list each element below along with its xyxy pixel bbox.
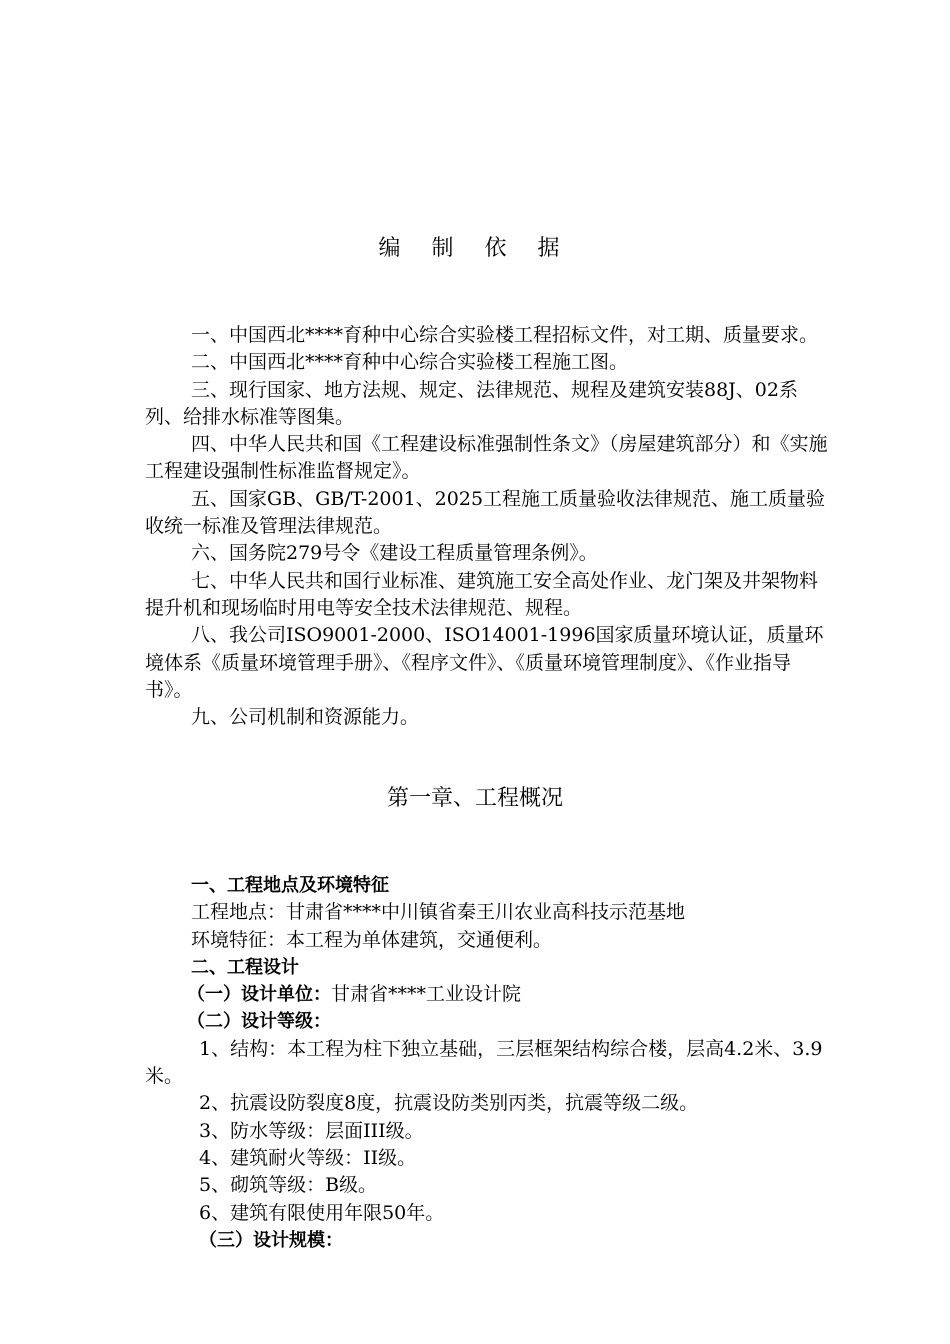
grade-item-5: 5、砌筑等级：B级。 [199, 1174, 378, 1197]
basis-title: 编 制 依 据 [378, 236, 572, 261]
chapter-body [145, 872, 835, 1254]
basis-list [145, 322, 835, 731]
grade-item-3: 3、防水等级：层面III级。 [199, 1119, 424, 1142]
grade-item-6: 6、建筑有限使用年限50年。 [199, 1201, 445, 1224]
project-environment: 环境特征：本工程为单体建筑，交通便利。 [191, 928, 553, 951]
section1-heading: 一、工程地点及环境特征 [191, 875, 389, 896]
basis-item-1: 一、中国西北****育种中心综合实验楼工程招标文件，对工期、质量要求。 [191, 324, 819, 346]
basis-item-8: 八、我公司ISO9001-2000、ISO14001-1996国家质量环境认证，质量环境体系《质量环境管理手册》、《程序文件》、《质量环境管理制度》、《作业指导书》。 [145, 624, 824, 701]
basis-item-9: 九、公司机制和资源能力。 [191, 706, 420, 729]
basis-item-4: 四、中华人民共和国《工程建设标准强制性条文》（房屋建筑部分）和《实施工程建设强制性标准监督规定》。 [145, 433, 828, 483]
basis-item-6: 六、国务院279号令《建设工程质量管理条例》。 [191, 542, 598, 565]
design-unit-label: （一）设计单位： [187, 984, 331, 1006]
project-location: 工程地点：甘肃省****中川镇省秦王川农业高科技示范基地 [191, 901, 686, 924]
grade-item-4: 4、建筑耐火等级：II级。 [199, 1146, 417, 1169]
chapter-title: 第一章、工程概况 [386, 786, 563, 811]
grade-item-1: 1、结构：本工程为柱下独立基础，三层框架结构综合楼，层高4.2米、3.9米。 [145, 1037, 823, 1088]
basis-item-2: 二、中国西北****育种中心综合实验楼工程施工图。 [191, 351, 629, 374]
design-grade-label: （二）设计等级： [187, 1011, 331, 1033]
basis-item-7: 七、中华人民共和国行业标准、建筑施工安全高处作业、龙门架及井架物料提升机和现场临时用电等安全技术法律规范、规程。 [145, 569, 819, 619]
basis-item-5: 五、国家GB、GB/T-2001、2025工程施工质量验收法律规范、施工质量验收统一标准及管理法律规范。 [145, 487, 826, 538]
design-scale-label: （三）设计规模： [199, 1229, 343, 1251]
basis-item-3: 三、现行国家、地方法规、规定、法律规范、规程及建筑安装88J、02系列、给排水标准等图集。 [145, 378, 798, 428]
grade-item-2: 2、抗震设防裂度8度，抗震设防类别丙类，抗震等级二级。 [199, 1092, 699, 1115]
design-unit-line [145, 981, 835, 1008]
design-unit-value: 甘肃省****工业设计院 [331, 983, 522, 1006]
section2-heading: 二、工程设计 [191, 956, 299, 978]
